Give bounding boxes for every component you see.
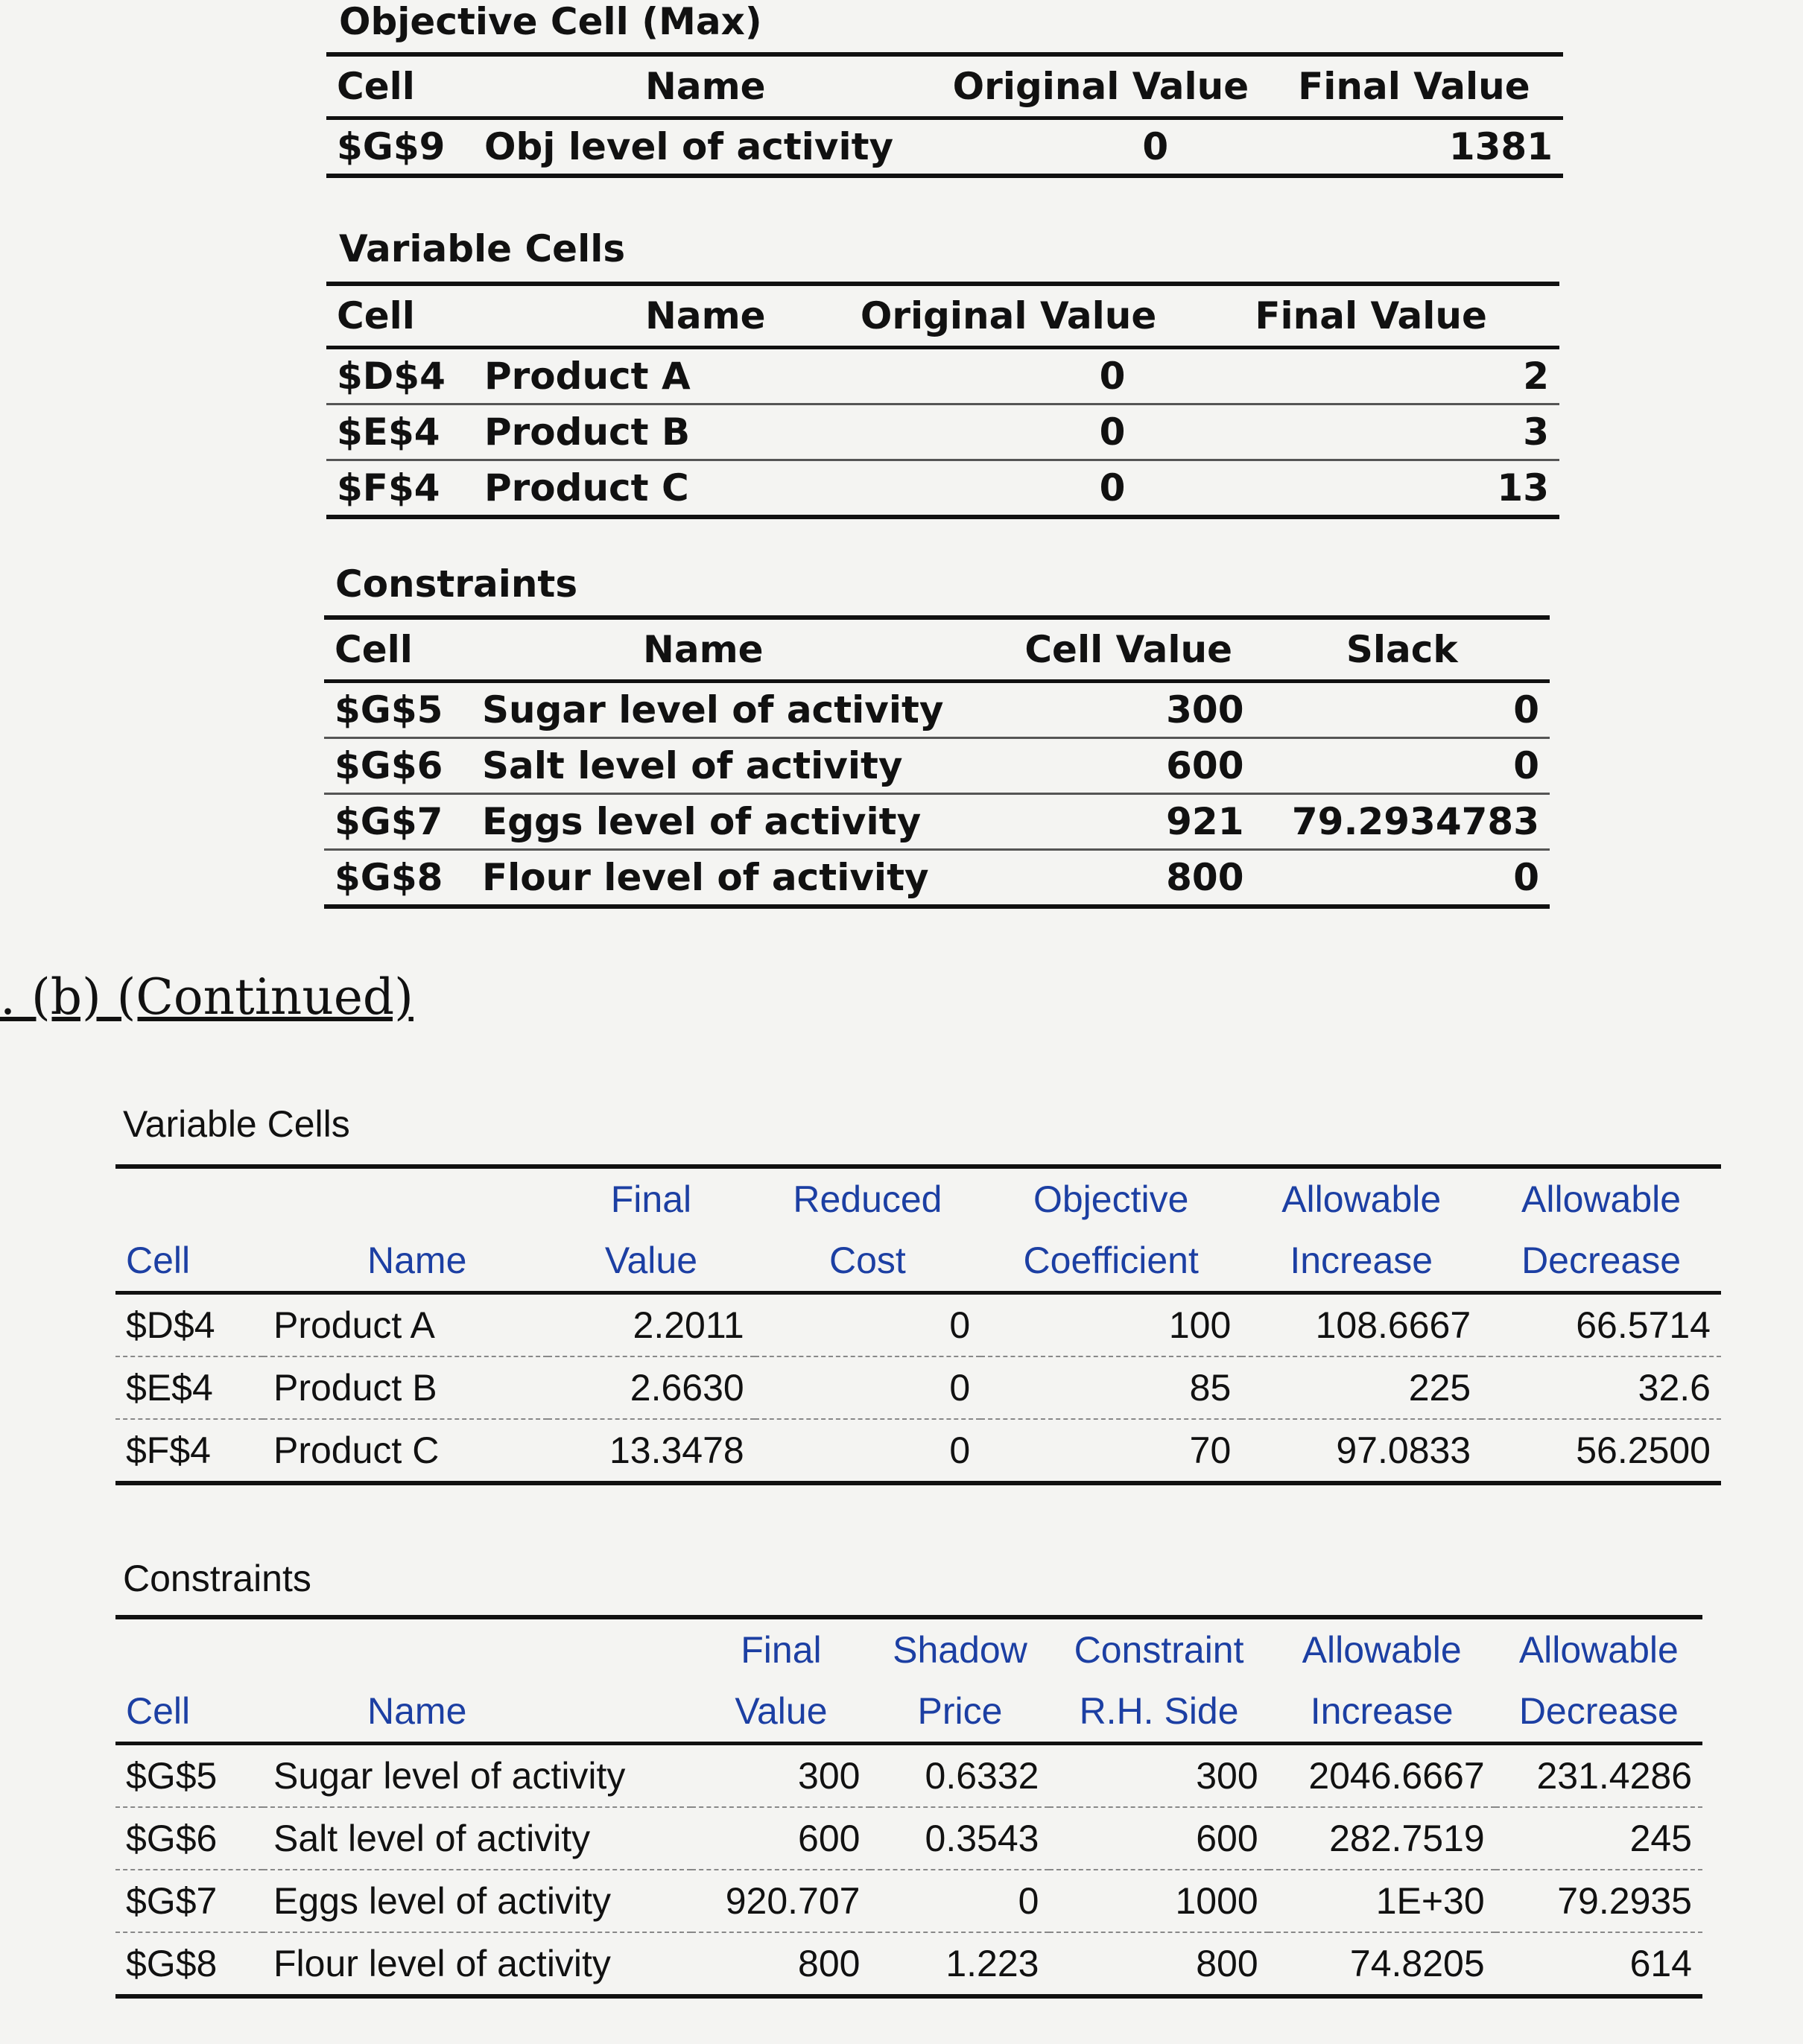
table-row	[324, 850, 1550, 907]
col-original: Original Value	[860, 294, 1157, 337]
cell-dec: 56.2500	[1576, 1429, 1711, 1471]
sens-variables-title: Variable Cells	[123, 1103, 350, 1145]
col-rhs: Constraint	[1074, 1629, 1244, 1671]
col-final: Final	[610, 1178, 692, 1220]
table-row	[115, 1807, 1702, 1870]
constraints-title: Constraints	[335, 562, 578, 606]
cell-name: Sugar level of activity	[273, 1755, 626, 1797]
cell-shadow: 0	[1018, 1880, 1039, 1922]
sens-variables-header-row-1	[115, 1167, 1721, 1230]
table-row	[115, 1932, 1702, 1996]
cell-objective: 85	[1189, 1367, 1232, 1409]
col-name: Name	[367, 1240, 467, 1281]
cell-final: 13.3478	[609, 1429, 744, 1471]
cell-name: Flour level of activity	[482, 856, 929, 899]
cell-name: Obj level of activity	[484, 125, 894, 168]
cell-name: Eggs level of activity	[482, 800, 922, 843]
col-name: Name	[645, 65, 766, 108]
col-final: Final Value	[1298, 65, 1530, 108]
col-cell: Cell	[126, 1240, 191, 1281]
objective-table	[326, 52, 1563, 178]
table-row	[326, 460, 1559, 518]
cell-dec: 66.5714	[1576, 1304, 1711, 1346]
cell-name: Product C	[484, 466, 689, 510]
objective-title: Objective Cell (Max)	[339, 0, 762, 43]
col-name: Name	[643, 628, 764, 671]
cell-original: 0	[1099, 466, 1126, 510]
cell-reduced: 0	[949, 1429, 971, 1471]
cell-slack: 0	[1513, 688, 1539, 731]
col-final-2: Value	[735, 1690, 828, 1732]
col-inc-2: Increase	[1310, 1690, 1454, 1732]
cell-ref: $G$9	[337, 125, 446, 168]
col-inc-2: Increase	[1290, 1240, 1433, 1281]
cell-value: 600	[1166, 744, 1244, 787]
constraints-table	[324, 615, 1550, 909]
cell-ref: $G$6	[335, 744, 443, 787]
col-name: Name	[367, 1690, 467, 1732]
col-final: Final	[741, 1629, 822, 1671]
cell-final: 800	[798, 1943, 861, 1984]
cell-rhs: 300	[1196, 1755, 1258, 1797]
table-row	[115, 1419, 1721, 1483]
col-name: Name	[645, 294, 766, 337]
col-inc: Allowable	[1302, 1629, 1462, 1671]
cell-inc: 74.8205	[1349, 1943, 1485, 1984]
col-reduced-2: Cost	[829, 1240, 906, 1281]
cell-inc: 225	[1408, 1367, 1471, 1409]
table-row	[324, 738, 1550, 794]
cell-ref: $D$4	[126, 1304, 215, 1346]
cell-final: 2	[1523, 355, 1549, 398]
col-original: Original Value	[952, 65, 1249, 108]
cell-final: 1381	[1448, 125, 1553, 168]
cell-ref: $G$8	[126, 1943, 218, 1984]
cell-ref: $D$4	[337, 355, 446, 398]
cell-dec: 32.6	[1638, 1367, 1711, 1409]
cell-ref: $F$4	[337, 466, 440, 510]
table-row	[326, 348, 1559, 404]
sens-constraints-header-row-2	[115, 1680, 1702, 1744]
cell-objective: 100	[1168, 1304, 1232, 1346]
cell-final: 2.6630	[630, 1367, 744, 1409]
col-shadow-2: Price	[917, 1690, 1003, 1732]
cell-shadow: 1.223	[945, 1943, 1039, 1984]
cell-ref: $G$6	[126, 1818, 218, 1859]
cell-name: Product B	[484, 410, 691, 454]
table-row	[324, 682, 1550, 738]
cell-final: 300	[798, 1755, 861, 1797]
variables-table	[326, 282, 1559, 519]
cell-name: Salt level of activity	[482, 744, 903, 787]
cell-original: 0	[1099, 410, 1126, 454]
cell-name: Product C	[273, 1429, 440, 1471]
col-cell: Cell	[337, 65, 415, 108]
cell-value: 300	[1166, 688, 1244, 731]
cell-ref: $G$8	[335, 856, 443, 899]
cell-objective: 70	[1189, 1429, 1232, 1471]
cell-name: Salt level of activity	[273, 1818, 591, 1859]
col-objective-2: Coefficient	[1023, 1240, 1199, 1281]
cell-original: 0	[1142, 125, 1169, 168]
cell-ref: $G$5	[126, 1755, 218, 1797]
cell-inc: 1E+30	[1375, 1880, 1485, 1922]
col-slack: Slack	[1346, 628, 1458, 671]
cell-final: 600	[798, 1818, 861, 1859]
cell-dec: 614	[1629, 1943, 1692, 1984]
col-rhs-2: R.H. Side	[1079, 1690, 1239, 1732]
cell-inc: 108.6667	[1315, 1304, 1471, 1346]
cell-name: Flour level of activity	[273, 1943, 611, 1984]
sens-constraints-title: Constraints	[123, 1558, 311, 1599]
col-dec: Allowable	[1518, 1629, 1679, 1671]
cell-final: 920.707	[725, 1880, 861, 1922]
cell-name: Product A	[273, 1304, 435, 1346]
col-dec: Allowable	[1521, 1178, 1682, 1220]
col-cell: Cell	[337, 294, 415, 337]
table-row	[326, 118, 1563, 177]
col-dec-2: Decrease	[1521, 1240, 1682, 1281]
cell-final: 3	[1523, 410, 1549, 454]
sens-variables-table	[115, 1164, 1721, 1485]
variables-title: Variable Cells	[339, 227, 626, 270]
table-row	[115, 1293, 1721, 1357]
cell-ref: $E$4	[126, 1367, 213, 1409]
col-reduced: Reduced	[793, 1178, 942, 1220]
cell-inc: 2046.6667	[1308, 1755, 1485, 1797]
cell-name: Eggs level of activity	[273, 1880, 611, 1922]
cell-shadow: 0.3543	[925, 1818, 1039, 1859]
table-row	[326, 404, 1559, 460]
cell-ref: $G$5	[335, 688, 443, 731]
table-row	[115, 1356, 1721, 1419]
cell-name: Product A	[484, 355, 691, 398]
cell-ref: $G$7	[126, 1880, 218, 1922]
col-final: Final Value	[1255, 294, 1487, 337]
cell-reduced: 0	[949, 1304, 971, 1346]
cell-rhs: 800	[1196, 1943, 1258, 1984]
sens-constraints-table	[115, 1615, 1702, 1999]
variables-header-row	[326, 284, 1559, 348]
col-dec-2: Decrease	[1518, 1690, 1679, 1732]
cell-rhs: 600	[1196, 1818, 1258, 1859]
cell-name: Sugar level of activity	[482, 688, 944, 731]
cell-final: 13	[1497, 466, 1549, 510]
cell-dec: 245	[1629, 1818, 1692, 1859]
cell-name: Product B	[273, 1367, 437, 1409]
cell-rhs: 1000	[1175, 1880, 1258, 1922]
col-cell: Cell	[126, 1690, 191, 1732]
cell-ref: $G$7	[335, 800, 443, 843]
cell-original: 0	[1099, 355, 1126, 398]
cell-ref: $E$4	[337, 410, 440, 454]
col-inc: Allowable	[1281, 1178, 1442, 1220]
cell-slack: 79.2934783	[1291, 800, 1539, 843]
cell-dec: 231.4286	[1536, 1755, 1692, 1797]
cell-reduced: 0	[949, 1367, 971, 1409]
cell-value: 921	[1166, 800, 1244, 843]
continued-label: . (b) (Continued)	[0, 968, 413, 1026]
sens-constraints-header-row-1	[115, 1617, 1702, 1680]
col-final-2: Value	[604, 1240, 698, 1281]
table-row	[115, 1744, 1702, 1808]
cell-slack: 0	[1513, 744, 1539, 787]
col-cell-value: Cell Value	[1024, 628, 1232, 671]
cell-value: 800	[1166, 856, 1244, 899]
cell-inc: 97.0833	[1336, 1429, 1471, 1471]
col-shadow: Shadow	[893, 1629, 1027, 1671]
table-row	[115, 1870, 1702, 1932]
objective-header-row	[326, 54, 1563, 118]
sens-variables-header-row-2	[115, 1230, 1721, 1293]
col-cell: Cell	[335, 628, 413, 671]
table-row	[324, 794, 1550, 850]
col-objective: Objective	[1033, 1178, 1189, 1220]
cell-slack: 0	[1513, 856, 1539, 899]
constraints-header-row	[324, 618, 1550, 682]
cell-dec: 79.2935	[1557, 1880, 1692, 1922]
cell-final: 2.2011	[633, 1304, 744, 1346]
cell-inc: 282.7519	[1329, 1818, 1485, 1859]
cell-ref: $F$4	[126, 1429, 211, 1471]
cell-shadow: 0.6332	[925, 1755, 1039, 1797]
